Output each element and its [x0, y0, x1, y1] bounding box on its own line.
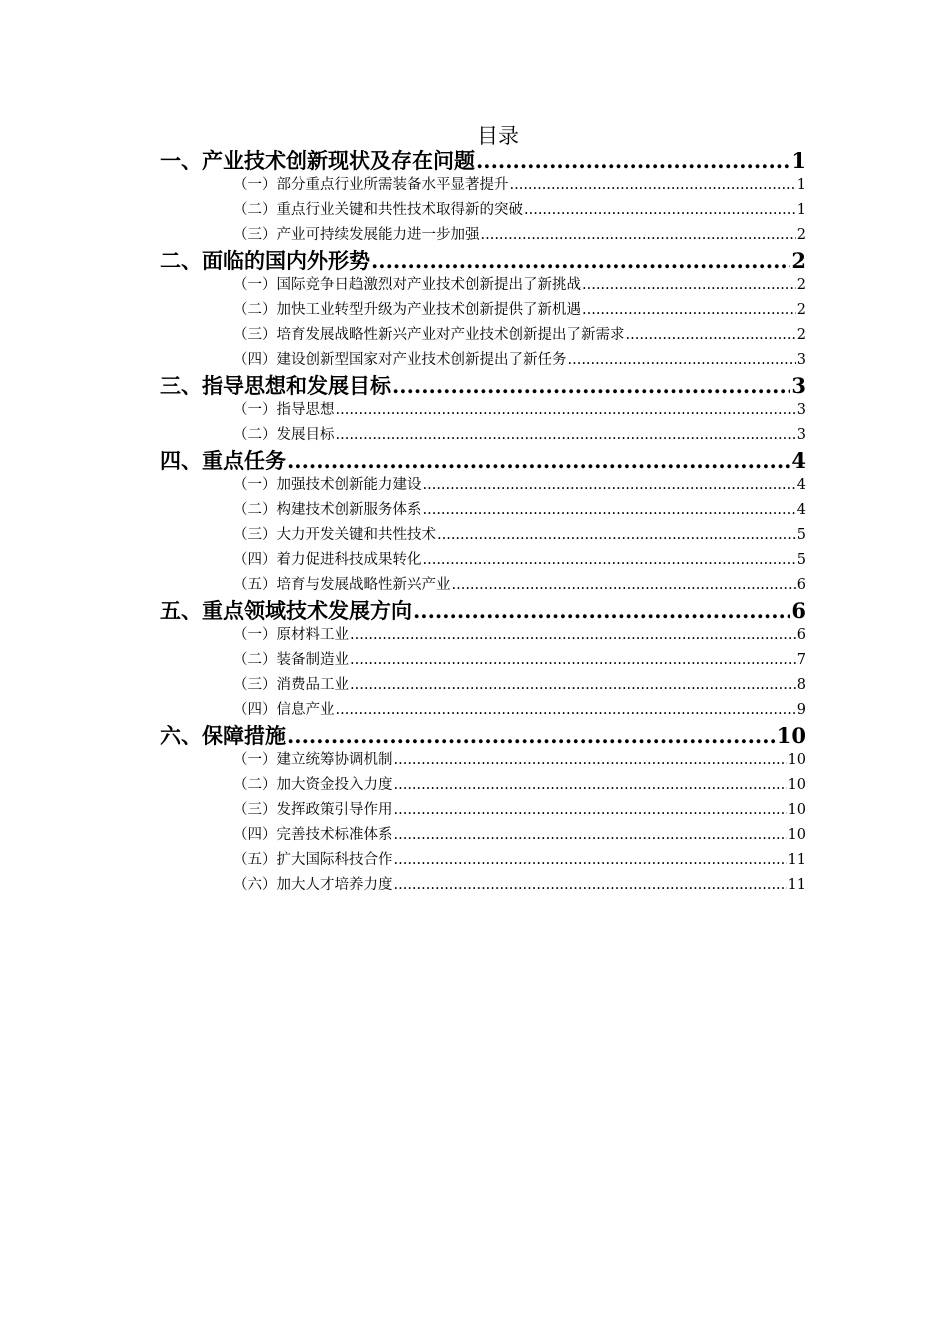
toc-dot-leader — [423, 498, 796, 523]
toc-section-entry[interactable] — [233, 548, 806, 573]
toc-dot-leader — [394, 773, 787, 798]
toc-dot-leader — [524, 198, 796, 223]
toc-section-entry[interactable] — [233, 873, 806, 898]
toc-entry-text: 四、重点任务 — [160, 448, 286, 473]
toc-section-entry[interactable] — [233, 698, 806, 723]
toc-entry-text: （二）发展目标 — [233, 427, 335, 443]
toc-chapter-entry[interactable] — [160, 723, 806, 749]
toc-dot-leader — [394, 798, 787, 823]
toc-entry-text: （三）培育发展战略性新兴产业对产业技术创新提出了新需求 — [233, 327, 625, 343]
toc-entry-text: （四）信息产业 — [233, 702, 335, 718]
toc-entry-text: （三）发挥政策引导作用 — [233, 802, 393, 818]
toc-page-number: 6 — [791, 598, 806, 623]
toc-page-number: 2 — [796, 302, 806, 318]
toc-dot-leader — [394, 748, 787, 773]
toc-page-number: 3 — [796, 427, 806, 443]
toc-section-entry[interactable] — [233, 498, 806, 523]
toc-entry-text: （一）加强技术创新能力建设 — [233, 477, 422, 493]
toc-section-entry[interactable] — [233, 298, 806, 323]
toc-dot-leader — [371, 248, 790, 274]
toc-dot-leader — [582, 298, 796, 323]
toc-entry-text: （四）建设创新型国家对产业技术创新提出了新任务 — [233, 352, 567, 368]
toc-page-number: 3 — [791, 373, 806, 398]
toc-entry-text: （五）培育与发展战略性新兴产业 — [233, 577, 451, 593]
toc-entry-text: （三）消费品工业 — [233, 677, 349, 693]
toc-entry-text: （二）加大资金投入力度 — [233, 777, 393, 793]
toc-page-number: 2 — [796, 227, 806, 243]
toc-entry-text: （一）国际竞争日趋激烈对产业技术创新提出了新挑战 — [233, 277, 581, 293]
toc-section-entry[interactable] — [233, 323, 806, 348]
toc-entry-text: （一）原材料工业 — [233, 627, 349, 643]
toc-page-number: 11 — [787, 852, 806, 868]
toc-section-entry[interactable] — [233, 823, 806, 848]
toc-entry-text: 六、保障措施 — [160, 723, 286, 748]
toc-entry-text: 二、面临的国内外形势 — [160, 248, 370, 273]
toc-page-number: 4 — [796, 502, 806, 518]
toc-section-entry[interactable] — [233, 173, 806, 198]
toc-section-entry[interactable] — [233, 773, 806, 798]
toc-section-entry[interactable] — [233, 848, 806, 873]
toc-page-number: 2 — [791, 248, 806, 273]
toc-page-number: 10 — [787, 752, 806, 768]
toc-entry-text: （三）产业可持续发展能力进一步加强 — [233, 227, 480, 243]
toc-page-number: 2 — [796, 327, 806, 343]
toc-entry-text: 五、重点领域技术发展方向 — [160, 598, 412, 623]
toc-dot-leader — [423, 548, 796, 573]
toc-chapter-entry[interactable] — [160, 248, 806, 274]
toc-entry-text: （二）构建技术创新服务体系 — [233, 502, 422, 518]
toc-page-number: 2 — [796, 277, 806, 293]
toc-dot-leader — [582, 273, 796, 298]
toc-entry-text: （二）加快工业转型升级为产业技术创新提供了新机遇 — [233, 302, 581, 318]
toc-section-entry[interactable] — [233, 423, 806, 448]
toc-dot-leader — [437, 523, 796, 548]
toc-chapter-entry[interactable] — [160, 448, 806, 474]
toc-entry-text: （二）重点行业关键和共性技术取得新的突破 — [233, 202, 523, 218]
toc-page-number: 1 — [796, 177, 806, 193]
toc-page-number: 1 — [796, 202, 806, 218]
toc-page-number: 6 — [796, 627, 806, 643]
toc-entry-text: （三）大力开发关键和共性技术 — [233, 527, 436, 543]
toc-page-number: 1 — [791, 148, 806, 173]
toc-page-number: 10 — [787, 777, 806, 793]
toc-dot-leader — [350, 623, 796, 648]
toc-entry-text: （五）扩大国际科技合作 — [233, 852, 393, 868]
toc-section-entry[interactable] — [233, 398, 806, 423]
toc-entry-text: （二）装备制造业 — [233, 652, 349, 668]
toc-page-number: 6 — [796, 577, 806, 593]
toc-chapter-entry[interactable] — [160, 148, 806, 174]
toc-entry-text: 一、产业技术创新现状及存在问题 — [160, 148, 475, 173]
toc-dot-leader — [423, 473, 796, 498]
toc-page-number: 4 — [796, 477, 806, 493]
toc-entry-text: （一）指导思想 — [233, 402, 335, 418]
toc-section-entry[interactable] — [233, 573, 806, 598]
toc-section-entry[interactable] — [233, 198, 806, 223]
toc-dot-leader — [287, 723, 776, 749]
toc-section-entry[interactable] — [233, 648, 806, 673]
toc-entry-text: （四）完善技术标准体系 — [233, 827, 393, 843]
toc-page-number: 3 — [796, 402, 806, 418]
toc-page-number: 3 — [796, 352, 806, 368]
toc-dot-leader — [394, 848, 787, 873]
toc-entry-text: （一）部分重点行业所需装备水平显著提升 — [233, 177, 509, 193]
toc-dot-leader — [568, 348, 796, 373]
toc-page-number: 10 — [787, 802, 806, 818]
toc-chapter-entry[interactable] — [160, 598, 806, 624]
toc-page-number: 9 — [796, 702, 806, 718]
toc-page-number: 11 — [787, 877, 806, 893]
toc-section-entry[interactable] — [233, 273, 806, 298]
toc-title: 目录 — [477, 124, 519, 148]
toc-entry-text: （一）建立统筹协调机制 — [233, 752, 393, 768]
toc-dot-leader — [287, 448, 790, 474]
toc-dot-leader — [510, 173, 796, 198]
toc-dot-leader — [336, 398, 796, 423]
toc-section-entry[interactable] — [233, 623, 806, 648]
toc-section-entry[interactable] — [233, 748, 806, 773]
toc-dot-leader — [350, 673, 796, 698]
toc-dot-leader — [392, 373, 790, 399]
toc-dot-leader — [394, 823, 787, 848]
toc-page-number: 10 — [776, 723, 806, 748]
toc-entry-text: （六）加大人才培养力度 — [233, 877, 393, 893]
toc-chapter-entry[interactable] — [160, 373, 806, 399]
toc-page-number: 4 — [791, 448, 806, 473]
toc-entry-text: 三、指导思想和发展目标 — [160, 373, 391, 398]
toc-dot-leader — [626, 323, 796, 348]
toc-page-number: 10 — [787, 827, 806, 843]
toc-dot-leader — [413, 598, 790, 624]
toc-dot-leader — [336, 698, 796, 723]
toc-section-entry[interactable] — [233, 523, 806, 548]
toc-dot-leader — [336, 423, 796, 448]
toc-page-number: 7 — [796, 652, 806, 668]
toc-section-entry[interactable] — [233, 798, 806, 823]
toc-section-entry[interactable] — [233, 223, 806, 248]
toc-dot-leader — [452, 573, 796, 598]
toc-dot-leader — [481, 223, 796, 248]
toc-dot-leader — [350, 648, 796, 673]
toc-section-entry[interactable] — [233, 473, 806, 498]
toc-dot-leader — [394, 873, 787, 898]
toc-entry-text: （四）着力促进科技成果转化 — [233, 552, 422, 568]
toc-page-number: 8 — [796, 677, 806, 693]
toc-page-number: 5 — [796, 552, 806, 568]
toc-section-entry[interactable] — [233, 348, 806, 373]
toc-section-entry[interactable] — [233, 673, 806, 698]
toc-dot-leader — [476, 148, 790, 174]
toc-page-number: 5 — [796, 527, 806, 543]
